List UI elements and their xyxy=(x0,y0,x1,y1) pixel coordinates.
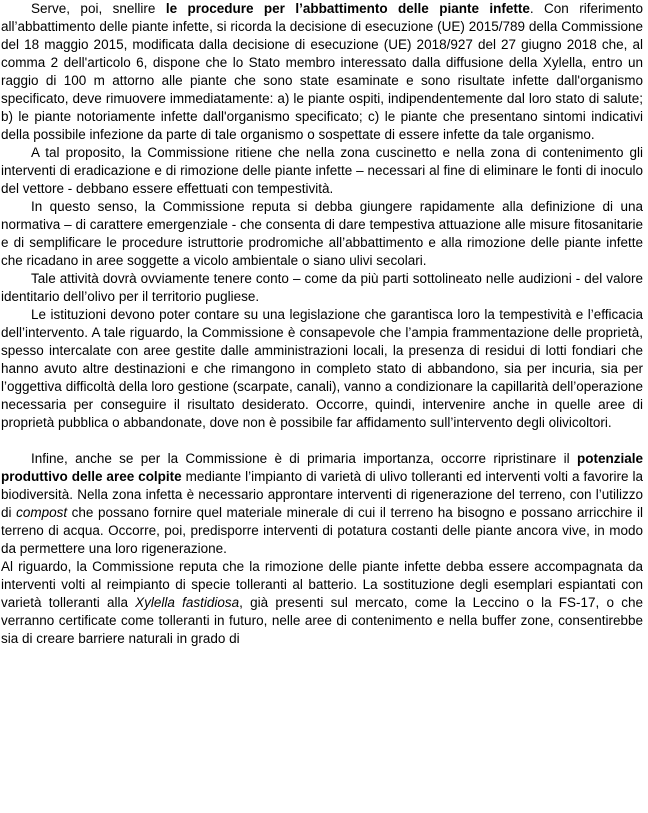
italic-term: compost xyxy=(16,505,68,520)
paragraph-text: che possano fornire quel materiale minerale di cui il terreno ha bisogno e possano arricchire il terreno di acqua. Occorre, poi, predisporre interventi di potatura costanti delle piante ancora vive, in modo da permettere una loro rigenerazione. xyxy=(1,505,643,556)
italic-term: Xylella fastidiosa xyxy=(135,595,240,610)
paragraph-text: , già presenti sul mercato, come la Leccino o la FS-17, o che verranno certificate come tolleranti in futuro, nelle aree di contenimento e nella buffer zone, consentirebbe sia di creare barriere naturali in grado di xyxy=(1,595,643,646)
paragraph-reimpianto xyxy=(1,558,643,648)
bold-phrase: potenziale produttivo delle aree colpite xyxy=(1,451,643,484)
paragraph-text: Al riguardo, la Commissione reputa che la rimozione delle piante infette debba essere accompagnata da interventi volti al reimpianto di specie tolleranti al batterio. La sostituzione degli esemplari espiantati con varietà tolleranti alla xyxy=(1,559,643,610)
paragraph-text: Infine, anche se per la Commissione è di primaria importanza, occorre ripristinare il xyxy=(31,451,577,466)
paragraph-text: . Con riferimento all’abbattimento delle piante infette, si ricorda la decisione di esecuzione (UE) 2015/789 della Commissione del 18 maggio 2015, modificata dalla decisione di esecuzione (UE) 2018/927 del 27 giugno 2018 che, al comma 2 dell'articolo 6, dispone che lo Stato membro interessato dalla diffusione della Xylella, entro un raggio di 100 m attorno alle piante che sono state esaminate e sono risultate infette dall'organismo specificato, deve rimuovere immediatamente: a) le piante ospiti, indipendentemente dal loro stato di salute; b) le piante notoriamente infette dall'organismo specificato; c) le piante che presentano sintomi indicativi della possibile infezione da parte di tale organismo o sospettate di essere infette da tale organismo. xyxy=(1,1,643,142)
document-page xyxy=(1,0,643,648)
paragraph-text: Serve, poi, snellire xyxy=(31,1,166,16)
paragraph-proposito: A tal proposito, la Commissione ritiene che nella zona cuscinetto e nella zona di contenimento gli interventi di eradicazione e di rimozione delle piante infette – necessari al fine di eliminare le fonti di inoculo del vettore - debbano essere effettuati con tempestività. xyxy=(1,145,643,196)
paragraph-istituzioni: Le istituzioni devono poter contare su una legislazione che garantisca loro la tempestività e l’efficacia dell’intervento. A tale riguardo, la Commissione è consapevole che l’ampia frammentazione delle proprietà, spesso intercalate con aree gestite dalle amministrazioni locali, la presenza di residui di lotti fondiari che hanno avuto altre destinazioni e che rimangono in completo stato di abbandono, sia per incuria, sia per l’oggettiva difficoltà della loro gestione (scarpate, canali), vanno a condizionare la capillarità dell’operazione necessaria per conseguire il risultato desiderato. Occorre, quindi, intervenire anche in quelle aree di proprietà pubblica o abbandonate, dove non è possibile far affidamento sull’intervento degli olivicoltori. xyxy=(1,307,643,430)
bold-phrase: le procedure per l’abbattimento delle piante infette xyxy=(165,1,530,16)
paragraph-valore-identitario: Tale attività dovrà ovviamente tenere conto – come da più parti sottolineato nelle audizioni - del valore identitario dell’olivo per il territorio pugliese. xyxy=(1,271,643,304)
paragraph-potenziale-produttivo xyxy=(1,450,643,558)
paragraph-normativa: In questo senso, la Commissione reputa si debba giungere rapidamente alla definizione di una normativa – di carattere emergenziale - che consenta di dare tempestiva attuazione alle misure fitosanitarie e di semplificare le procedure istruttorie prodromiche all’abbattimento e alla rimozione delle piante infette che ricadano in aree soggette a vicolo ambientale o siano ulivi secolari. xyxy=(1,199,643,268)
paragraph-gap xyxy=(1,432,643,450)
paragraph-abbattimento xyxy=(1,0,643,144)
paragraph-text: mediante l’impianto di varietà di ulivo tolleranti ed interventi volti a favorire la biodiversità. Nella zona infetta è necessario approntare interventi di rigenerazione del terreno, con l’utilizzo di xyxy=(1,469,643,520)
